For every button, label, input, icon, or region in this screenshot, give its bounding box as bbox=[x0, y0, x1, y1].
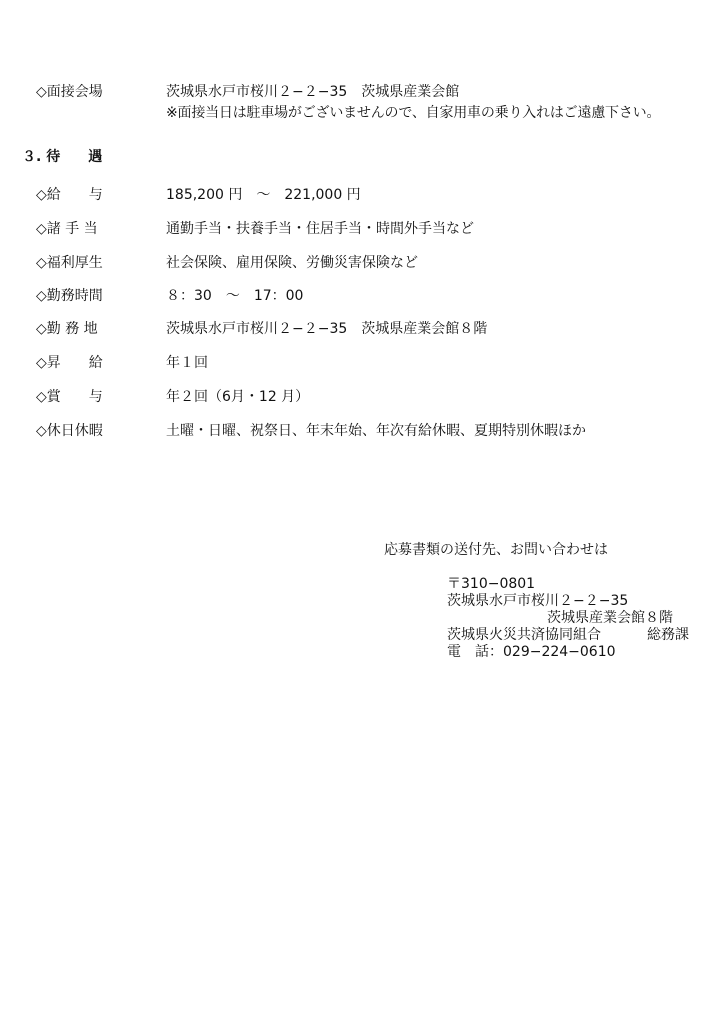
contact-department: 総務課 bbox=[647, 627, 689, 643]
pay-raise-value: 年１回 bbox=[166, 355, 208, 371]
welfare-value: 社会保険、雇用保険、労働災害保険など bbox=[166, 255, 418, 271]
workplace-label: ◇勤 務 地 bbox=[36, 321, 98, 337]
bonus-value: 年２回（6月・12 月） bbox=[166, 389, 310, 405]
contact-phone: 電 話：029−224−0610 bbox=[447, 644, 616, 660]
salary-value: 185,200 円 ～ 221,000 円 bbox=[166, 187, 361, 203]
working-hours-value: ８：30 ～ 17：00 bbox=[166, 288, 304, 304]
section-3-title: ３. 待 遇 bbox=[22, 149, 103, 165]
salary-label: ◇給 与 bbox=[36, 187, 103, 203]
holidays-label: ◇休日休暇 bbox=[36, 423, 103, 439]
allowances-label: ◇諸 手 当 bbox=[36, 221, 98, 237]
contact-address-line1: 茨城県水戸市桜川２−２−35 bbox=[447, 593, 629, 609]
contact-postal-code: 〒310−0801 bbox=[447, 576, 536, 592]
bonus-label: ◇賞 与 bbox=[36, 389, 103, 405]
contact-address-line2: 茨城県産業会館８階 bbox=[547, 610, 673, 626]
working-hours-label: ◇勤務時間 bbox=[36, 288, 103, 304]
allowances-value: 通勤手当・扶養手当・住居手当・時間外手当など bbox=[166, 221, 474, 237]
interview-venue-value: 茨城県水戸市桜川２−２−35 茨城県産業会館 bbox=[166, 84, 460, 100]
interview-parking-note: ※面接当日は駐車場がございませんので、自家用車の乗り入れはご遠慮下さい。 bbox=[166, 105, 661, 121]
interview-venue-label: ◇面接会場 bbox=[36, 84, 103, 100]
contact-heading: 応募書類の送付先、お問い合わせは bbox=[384, 542, 608, 558]
contact-organization: 茨城県火災共済協同組合 bbox=[447, 627, 601, 643]
welfare-label: ◇福利厚生 bbox=[36, 255, 103, 271]
workplace-value: 茨城県水戸市桜川２−２−35 茨城県産業会館８階 bbox=[166, 321, 488, 337]
pay-raise-label: ◇昇 給 bbox=[36, 355, 103, 371]
holidays-value: 土曜・日曜、祝祭日、年末年始、年次有給休暇、夏期特別休暇ほか bbox=[166, 423, 586, 439]
